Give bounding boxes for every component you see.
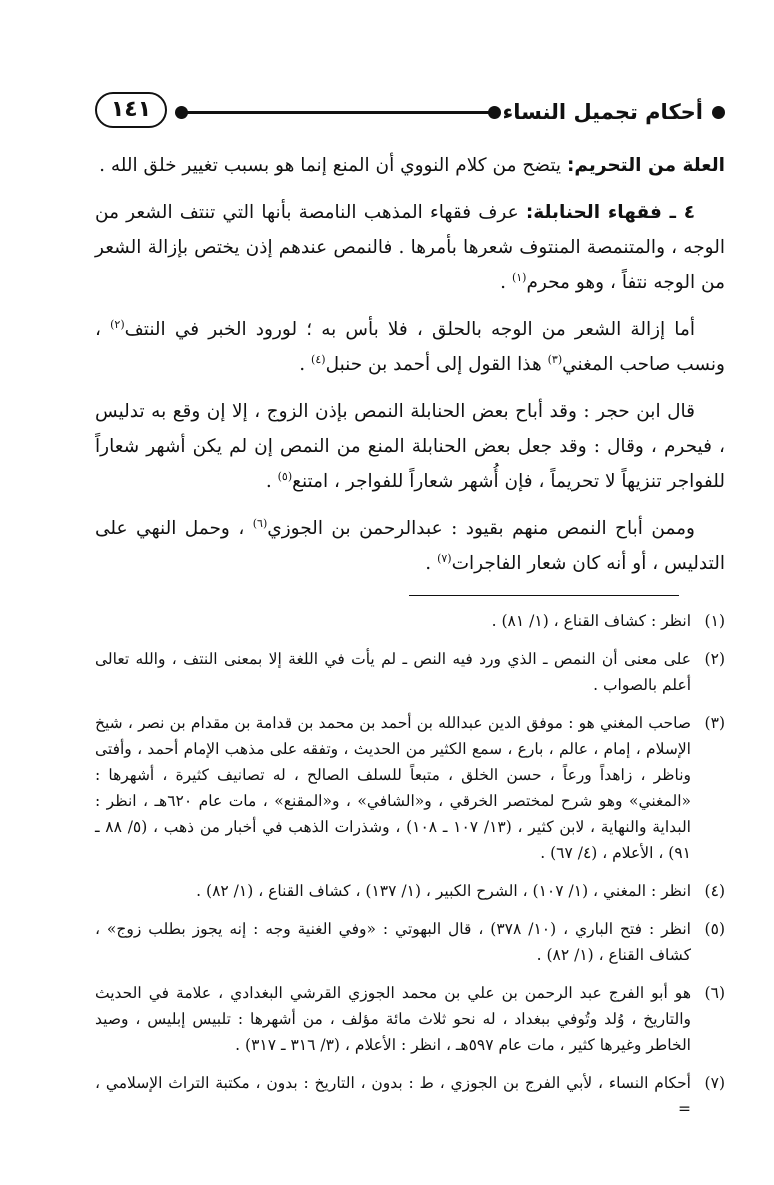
- paragraph-text: عرف فقهاء المذهب النامصة بأنها التي تنتف الشعر من الوجه ، والمتنمصة المنتوف شعرها بأمرها . فالنمص عندهم إذن يختص بإزالة الشعر من الوجه نتفاً ، وهو محرم: [95, 202, 725, 293]
- footnote-item: [95, 608, 725, 634]
- footnote-item: [95, 878, 725, 904]
- paragraph-hanbali: [95, 195, 725, 300]
- footnote-text: على معنى أن النمص ـ الذي ورد فيه النص ـ لم يأت في اللغة إلا بمعنى النتف ، والله تعالى أعلم بالصواب .: [95, 650, 691, 694]
- paragraph-label: العلة من التحريم:: [566, 155, 725, 176]
- page-number: ١٤١: [95, 92, 167, 128]
- footnote-item: [95, 980, 725, 1058]
- footnote-number: (١): [704, 612, 725, 630]
- paragraph-label: ٤ ـ فقهاء الحنابلة:: [525, 202, 695, 223]
- footnote-number: (٣): [704, 714, 725, 732]
- paragraph-reason: [95, 148, 725, 183]
- footnote-ref[interactable]: (٤): [311, 352, 326, 366]
- paragraph-text: ، وحمل النهي على التدليس ، أو أنه كان شعار الفاجرات: [95, 518, 725, 574]
- footnote-text: صاحب المغني هو : موفق الدين عبدالله بن أحمد بن محمد بن قدامة بن مقدام بن نصر ، شيخ الإسلام ، إمام ، عالم ، بارع ، سمع الكثير من الحديث ، وتفقه على مذهب الإمام أحمد ، وأفتى وناظر ، زاهداً ورعاً ، حسن الخلق ، متبعاً للسلف الصالح ، له تصانيف كثيرة ، أشهرها : «المغني» وهو شرح لمختصر الخرقي ، و«الشافي» ، و«المقنع» ، مات عام ٦٢٠هـ ، انظر : البداية والنهاية ، لابن كثير ، (١٣/ ١٠٧ ـ ١٠٨) ، وشذرات الذهب في أخبار من ذهب ، (٥/ ٨٨ ـ ٩١) ، الأعلام ، (٤/ ٦٧) .: [95, 714, 692, 862]
- header-dot-left: [175, 106, 188, 119]
- header-rule: [181, 111, 493, 114]
- footnote-ref[interactable]: (٦): [252, 516, 268, 530]
- footnote-number: (٥): [704, 920, 725, 938]
- footnote-text: انظر : المغني ، (١/ ١٠٧) ، الشرح الكبير ، (١/ ١٣٧) ، كشاف القناع ، (١/ ٨٢) .: [196, 882, 691, 900]
- footnote-number: (٤): [704, 882, 725, 900]
- paragraph-ibn-jawzi: [95, 511, 725, 581]
- paragraph-text: ، ونسب صاحب المغني: [95, 319, 725, 375]
- footnote-item: [95, 916, 725, 968]
- paragraph-ibn-hajar: [95, 394, 725, 499]
- footnote-text: انظر : كشاف القناع ، (١/ ٨١) .: [491, 612, 691, 630]
- paragraph-shaving: [95, 312, 725, 382]
- footnote-number: (٦): [704, 984, 725, 1002]
- footnote-ref[interactable]: (٣): [547, 352, 563, 366]
- paragraph-end: .: [299, 354, 312, 375]
- header-dot-right: [712, 106, 725, 119]
- footnote-item: [95, 710, 725, 866]
- paragraph-text: يتضح من كلام النووي أن المنع إنما هو بسبب تغيير خلق الله .: [99, 155, 567, 176]
- main-text: [95, 148, 725, 593]
- paragraph-text: أما إزالة الشعر من الوجه بالحلق ، فلا بأس به ؛ لورود الخبر في النتف: [124, 319, 695, 340]
- paragraph-end: .: [425, 553, 438, 574]
- running-title: أحكام تجميل النساء: [502, 100, 703, 124]
- footnote-ref[interactable]: (٧): [437, 551, 452, 565]
- footnote-ref[interactable]: (٢): [110, 317, 125, 331]
- footnote-item: [95, 1070, 725, 1122]
- paragraph-text: وممن أباح النمص منهم بقيود : عبدالرحمن بن الجوزي: [267, 518, 695, 539]
- footnote-text: انظر : فتح الباري ، (١٠/ ٣٧٨) ، قال البهوتي : «وفي الغنية وجه : إنه يجوز بطلب زوج» ، كشاف القناع ، (١/ ٨٢) .: [95, 920, 691, 964]
- paragraph-end: .: [500, 272, 512, 293]
- footnote-number: (٢): [704, 650, 725, 668]
- footnote-text: أحكام النساء ، لأبي الفرج بن الجوزي ، ط : بدون ، التاريخ : بدون ، مكتبة التراث الإسلامي ، =: [95, 1074, 691, 1118]
- footnote-number: (٧): [704, 1074, 725, 1092]
- footnote-ref[interactable]: (١): [511, 270, 527, 284]
- footnote-text: هو أبو الفرج عبد الرحمن بن علي بن محمد الجوزي القرشي البغدادي ، علامة في الحديث والتاريخ ، وُلد وتُوفي ببغداد ، له نحو ثلاث مائة مؤلف ، من أشهرها : تلبيس إبليس ، وصيد الخاطر وغيرها كثير ، مات عام ٥٩٧هـ ، انظر : الأعلام ، (٣/ ٣١٦ ـ ٣١٧) .: [95, 984, 691, 1054]
- footnote-item: [95, 646, 725, 698]
- paragraph-text: هذا القول إلى أحمد بن حنبل: [325, 354, 548, 375]
- footnote-ref[interactable]: (٥): [277, 469, 293, 483]
- footnotes: [95, 608, 725, 1134]
- page-header: [95, 90, 725, 138]
- paragraph-text: قال ابن حجر : وقد أباح بعض الحنابلة النمص بإذن الزوج ، إلا إن وقع به تدليس ، فيحرم ، وقال : وقد جعل بعض الحنابلة المنع من النمص إن لم يكن أشهر شعاراً للفواجر تنزيهاً لا تحريماً ، فإن أُشهر شعاراً للفواجر ، امتنع: [95, 401, 725, 492]
- footnote-separator: [409, 595, 679, 596]
- paragraph-end: .: [265, 471, 278, 492]
